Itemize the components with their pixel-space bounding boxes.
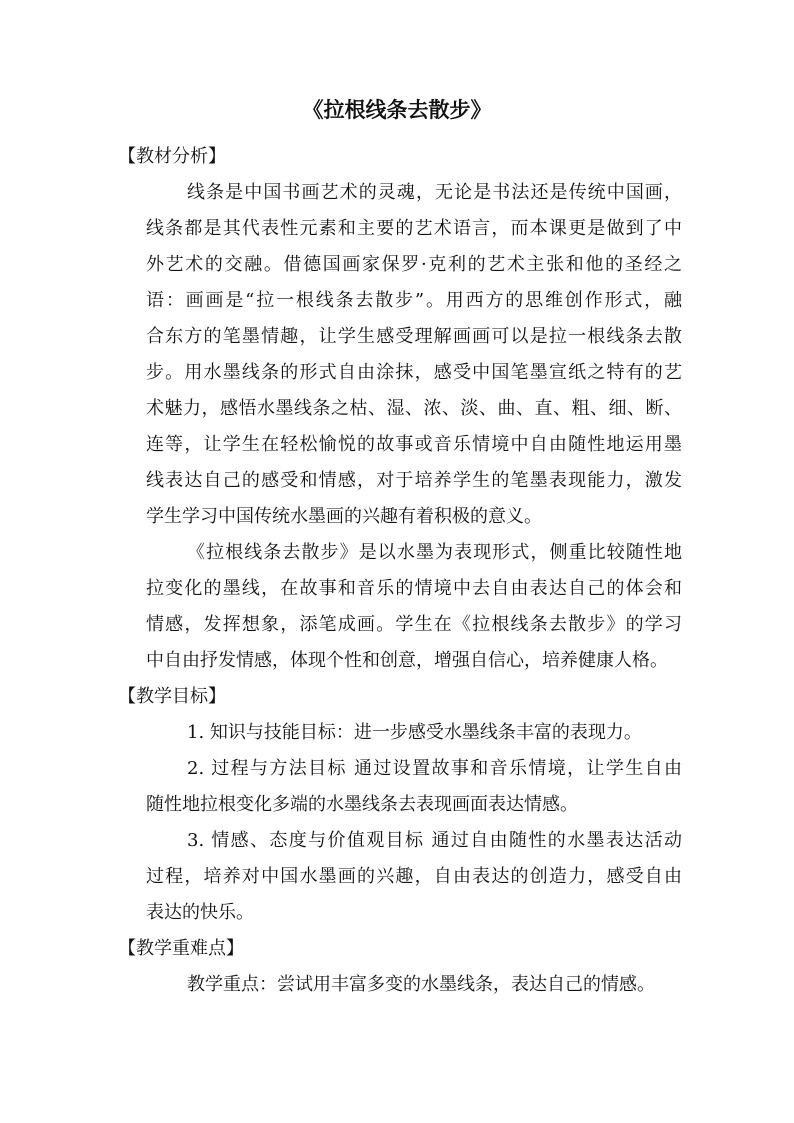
heading-text: 【教学目标】 (118, 686, 226, 707)
paragraph-line: 1. 知识与技能目标：进一步感受水墨线条丰富的表现力。 (187, 722, 642, 743)
paragraph-line: 表达的快乐。 (146, 902, 254, 923)
paragraph-line: 情感，发挥想象，添笔成画。学生在《拉根线条去散步》的学习 (146, 614, 682, 635)
paragraph-line: 合东方的笔墨情趣，让学生感受理解画画可以是拉一根线条去散 (146, 326, 682, 347)
paragraph-line: 步。用水墨线条的形式自由涂抹，感受中国笔墨宣纸之特有的艺 (146, 362, 682, 383)
paragraph-line: 线条都是其代表性元素和主要的艺术语言，而本课更是做到了中 (146, 218, 682, 239)
paragraph-line: 学生学习中国传统水墨画的兴趣有着积极的意义。 (146, 506, 542, 527)
paragraph-line: 2. 过程与方法目标 通过设置故事和音乐情境，让学生自由 (187, 758, 682, 779)
paragraph-line: 拉变化的墨线，在故事和音乐的情境中去自由表达自己的体会和 (146, 578, 682, 599)
paragraph-line: 术魅力，感悟水墨线条之枯、湿、浓、淡、曲、直、粗、细、断、 (146, 398, 682, 419)
paragraph-line: 随性地拉根变化多端的水墨线条去表现画面表达情感。 (146, 794, 578, 815)
paragraph-line: 《拉根线条去散步》是以水墨为表现形式，侧重比较随性地 (187, 542, 682, 563)
document-body (118, 139, 682, 1003)
paragraph-line: 连等，让学生在轻松愉悦的故事或音乐情境中自由随性地运用墨 (146, 434, 682, 455)
paragraph (118, 715, 682, 751)
paragraph (118, 535, 682, 679)
paragraph-line: 线表达自己的感受和情感，对于培养学生的笔墨表现能力，激发 (146, 470, 682, 491)
paragraph-line: 中自由抒发情感，体现个性和创意，增强自信心，培养健康人格。 (146, 650, 668, 671)
paragraph-line: 教学重点：尝试用丰富多变的水墨线条，表达自己的情感。 (187, 974, 655, 995)
heading-text: 【教材分析】 (118, 146, 226, 167)
paragraph-line: 3. 情感、态度与价值观目标 通过自由随性的水墨表达活动 (187, 830, 682, 851)
section-heading (118, 679, 682, 715)
paragraph (118, 823, 682, 931)
paragraph-line: 外艺术的交融。借德国画家保罗·克利的艺术主张和他的圣经之 (146, 254, 682, 275)
paragraph (118, 175, 682, 535)
paragraph (118, 751, 682, 823)
document-title: 《拉根线条去散步》 (302, 97, 492, 122)
heading-text: 【教学重难点】 (118, 938, 244, 959)
paragraph (118, 967, 682, 1003)
paragraph-line: 线条是中国书画艺术的灵魂，无论是书法还是传统中国画， (187, 182, 682, 203)
section-heading (118, 931, 682, 967)
paragraph-line: 语：画画是“拉一根线条去散步”。用西方的思维创作形式，融 (146, 290, 682, 311)
paragraph-line: 过程，培养对中国水墨画的兴趣，自由表达的创造力，感受自由 (146, 866, 682, 887)
section-heading (118, 139, 682, 175)
